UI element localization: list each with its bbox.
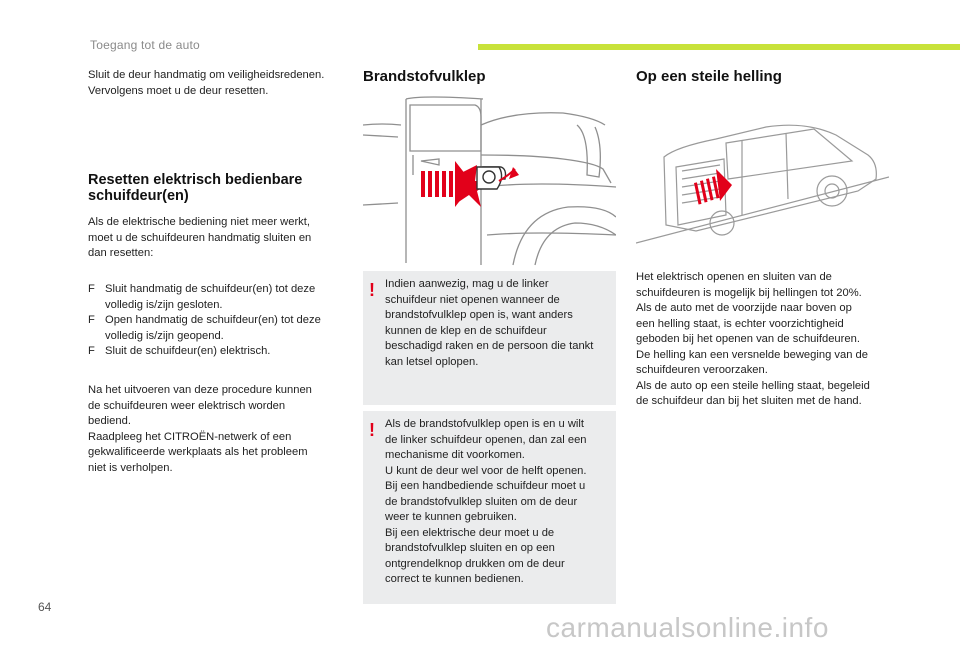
list-item: F Sluit handmatig de schuifdeur(en) tot deze volledig is/zijn gesloten.	[88, 283, 316, 311]
section-accent-bar	[478, 44, 960, 50]
warning-text: Indien aanwezig, mag u de linker schuifdeur niet openen wanneer de brandstofvulklep open is, want anders kunnen de klep en de schuifdeur beschadigd raken en de persoon die tankt kan letsel oplopen.	[385, 278, 594, 368]
bullet-icon: F	[88, 283, 95, 295]
bullet-icon: F	[88, 314, 95, 326]
intro-text: Sluit de deur handmatig om veiligheidsredenen. Vervolgens moet u de deur resetten.	[88, 69, 325, 97]
bullet-icon: F	[88, 345, 95, 357]
van-on-slope-drawing	[636, 95, 889, 255]
slope-illustration	[636, 95, 889, 255]
reset-outro-paragraph: Na het uitvoeren van deze procedure kunnen de schuifdeuren weer elektrisch worden bediend. Raadpleeg het CITROËN-netwerk of een gekwalificeerde werkplaats als het probleem niet is verholpen.	[88, 384, 312, 474]
van-side-fuel-flap-drawing	[363, 95, 616, 266]
warning-box-door-blocking	[363, 411, 616, 604]
slope-heading: Op een steile helling	[636, 68, 782, 85]
fuel-flap-heading: Brandstofvulklep	[363, 68, 486, 85]
warning-exclamation-icon: !	[369, 420, 375, 440]
page-number: 64	[38, 600, 52, 614]
warning-exclamation-icon: !	[369, 280, 375, 300]
list-item: F Open handmatig de schuifdeur(en) tot deze volledig is/zijn geopend.	[88, 314, 321, 342]
warning-text: Als de brandstofvulklep open is en u wilt de linker schuifdeur openen, dan zal een mechanisme dit voorkomen. U kunt de deur wel voor de helft openen. Bij een handbediende schuifdeur moet u de brandstofvulklep sluiten om de deur weer te kunnen gebruiken. Bij een elektrische deur moet u de brandstofvulklep sluiten en op een ontgrendelknop drukken om de deur correct te kunnen bedienen.	[385, 418, 587, 585]
slope-paragraph: Het elektrisch openen en sluiten van de schuifdeuren is mogelijk bij hellingen tot 20%. Als de auto met de voorzijde naar boven op een helling staat, is echter voorzichtigheid geboden bij het openen van de schuifdeuren. De helling kan een versnelde beweging van de schuifdeuren veroorzaken. Als de auto op een steile helling staat, begeleid de schuifdeur dan bij het sluiten met de hand.	[636, 271, 870, 407]
list-item: F Sluit de schuifdeur(en) elektrisch.	[88, 344, 350, 360]
section-label: Toegang tot de auto	[90, 38, 200, 52]
warning-box-door-damage	[363, 271, 616, 405]
reset-steps-list	[88, 282, 350, 360]
reset-intro-paragraph: Als de elektrische bediening niet meer werkt, moet u de schuifdeuren handmatig sluiten en dan resetten:	[88, 216, 312, 259]
watermark: carmanualsonline.info	[546, 612, 829, 643]
fuel-flap-illustration	[363, 95, 616, 266]
reset-heading: Resetten elektrisch bedienbare schuifdeur(en)	[88, 172, 303, 204]
